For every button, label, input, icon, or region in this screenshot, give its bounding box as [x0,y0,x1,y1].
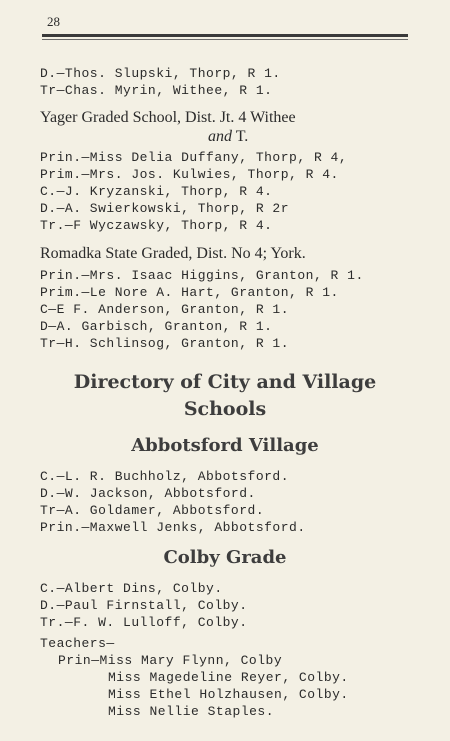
yager-entry: Prim.—Mrs. Jos. Kulwies, Thorp, R 4. [40,167,339,182]
colby-teacher: Miss Magedeline Reyer, Colby. [108,670,349,685]
yager-entry: Tr.—F Wyczawsky, Thorp, R 4. [40,218,273,233]
yager-entry: D.—A. Swierkowski, Thorp, R 2r [40,201,290,216]
romadka-entry: Prin.—Mrs. Isaac Higgins, Granton, R 1. [40,268,364,283]
directory-title: Directory of City and Village [73,371,377,393]
header-rule-thin [42,39,408,40]
abbotsford-entry: C.—L. R. Buchholz, Abbotsford. [40,469,290,484]
romadka-entry: Tr—H. Schlinsog, Granton, R 1. [40,336,290,351]
colby-heading: Colby Grade [163,547,287,568]
abbotsford-heading: Abbotsford Village [131,435,319,456]
yager-entry: C.—J. Kryzanski, Thorp, R 4. [40,184,273,199]
romadka-entry: D—A. Garbisch, Granton, R 1. [40,319,273,334]
yager-school-heading: Yager Graded School, Dist. Jt. 4 Withee [40,109,296,126]
colby-entry: D.—Paul Firnstall, Colby. [40,598,248,613]
yager-school-heading-cont: and T. [208,128,249,145]
colby-entry: C.—Albert Dins, Colby. [40,581,223,596]
abbotsford-entry: Prin.—Maxwell Jenks, Abbotsford. [40,520,306,535]
yager-entry: Prin.—Miss Delia Duffany, Thorp, R 4, [40,150,348,165]
colby-teacher: Prin—Miss Mary Flynn, Colby [58,653,283,668]
colby-entry: Tr.—F. W. Lulloff, Colby. [40,615,248,630]
romadka-entry: Prim.—Le Nore A. Hart, Granton, R 1. [40,285,339,300]
entry-line: D.—Thos. Slupski, Thorp, R 1. [40,66,281,81]
header-rule-thick [42,34,408,37]
romadka-entry: C—E F. Anderson, Granton, R 1. [40,302,290,317]
abbotsford-entry: Tr—A. Goldamer, Abbotsford. [40,503,265,518]
page-number: 28 [47,14,60,29]
directory-title-line2: Schools [183,398,267,420]
entry-line: Tr—Chas. Myrin, Withee, R 1. [40,83,273,98]
colby-teacher: Miss Nellie Staples. [108,704,275,719]
colby-teacher: Miss Ethel Holzhausen, Colby. [108,687,349,702]
romadka-school-heading: Romadka State Graded, Dist. No 4; York. [40,245,306,262]
colby-teachers-label: Teachers— [40,636,115,651]
abbotsford-entry: D.—W. Jackson, Abbotsford. [40,486,256,501]
